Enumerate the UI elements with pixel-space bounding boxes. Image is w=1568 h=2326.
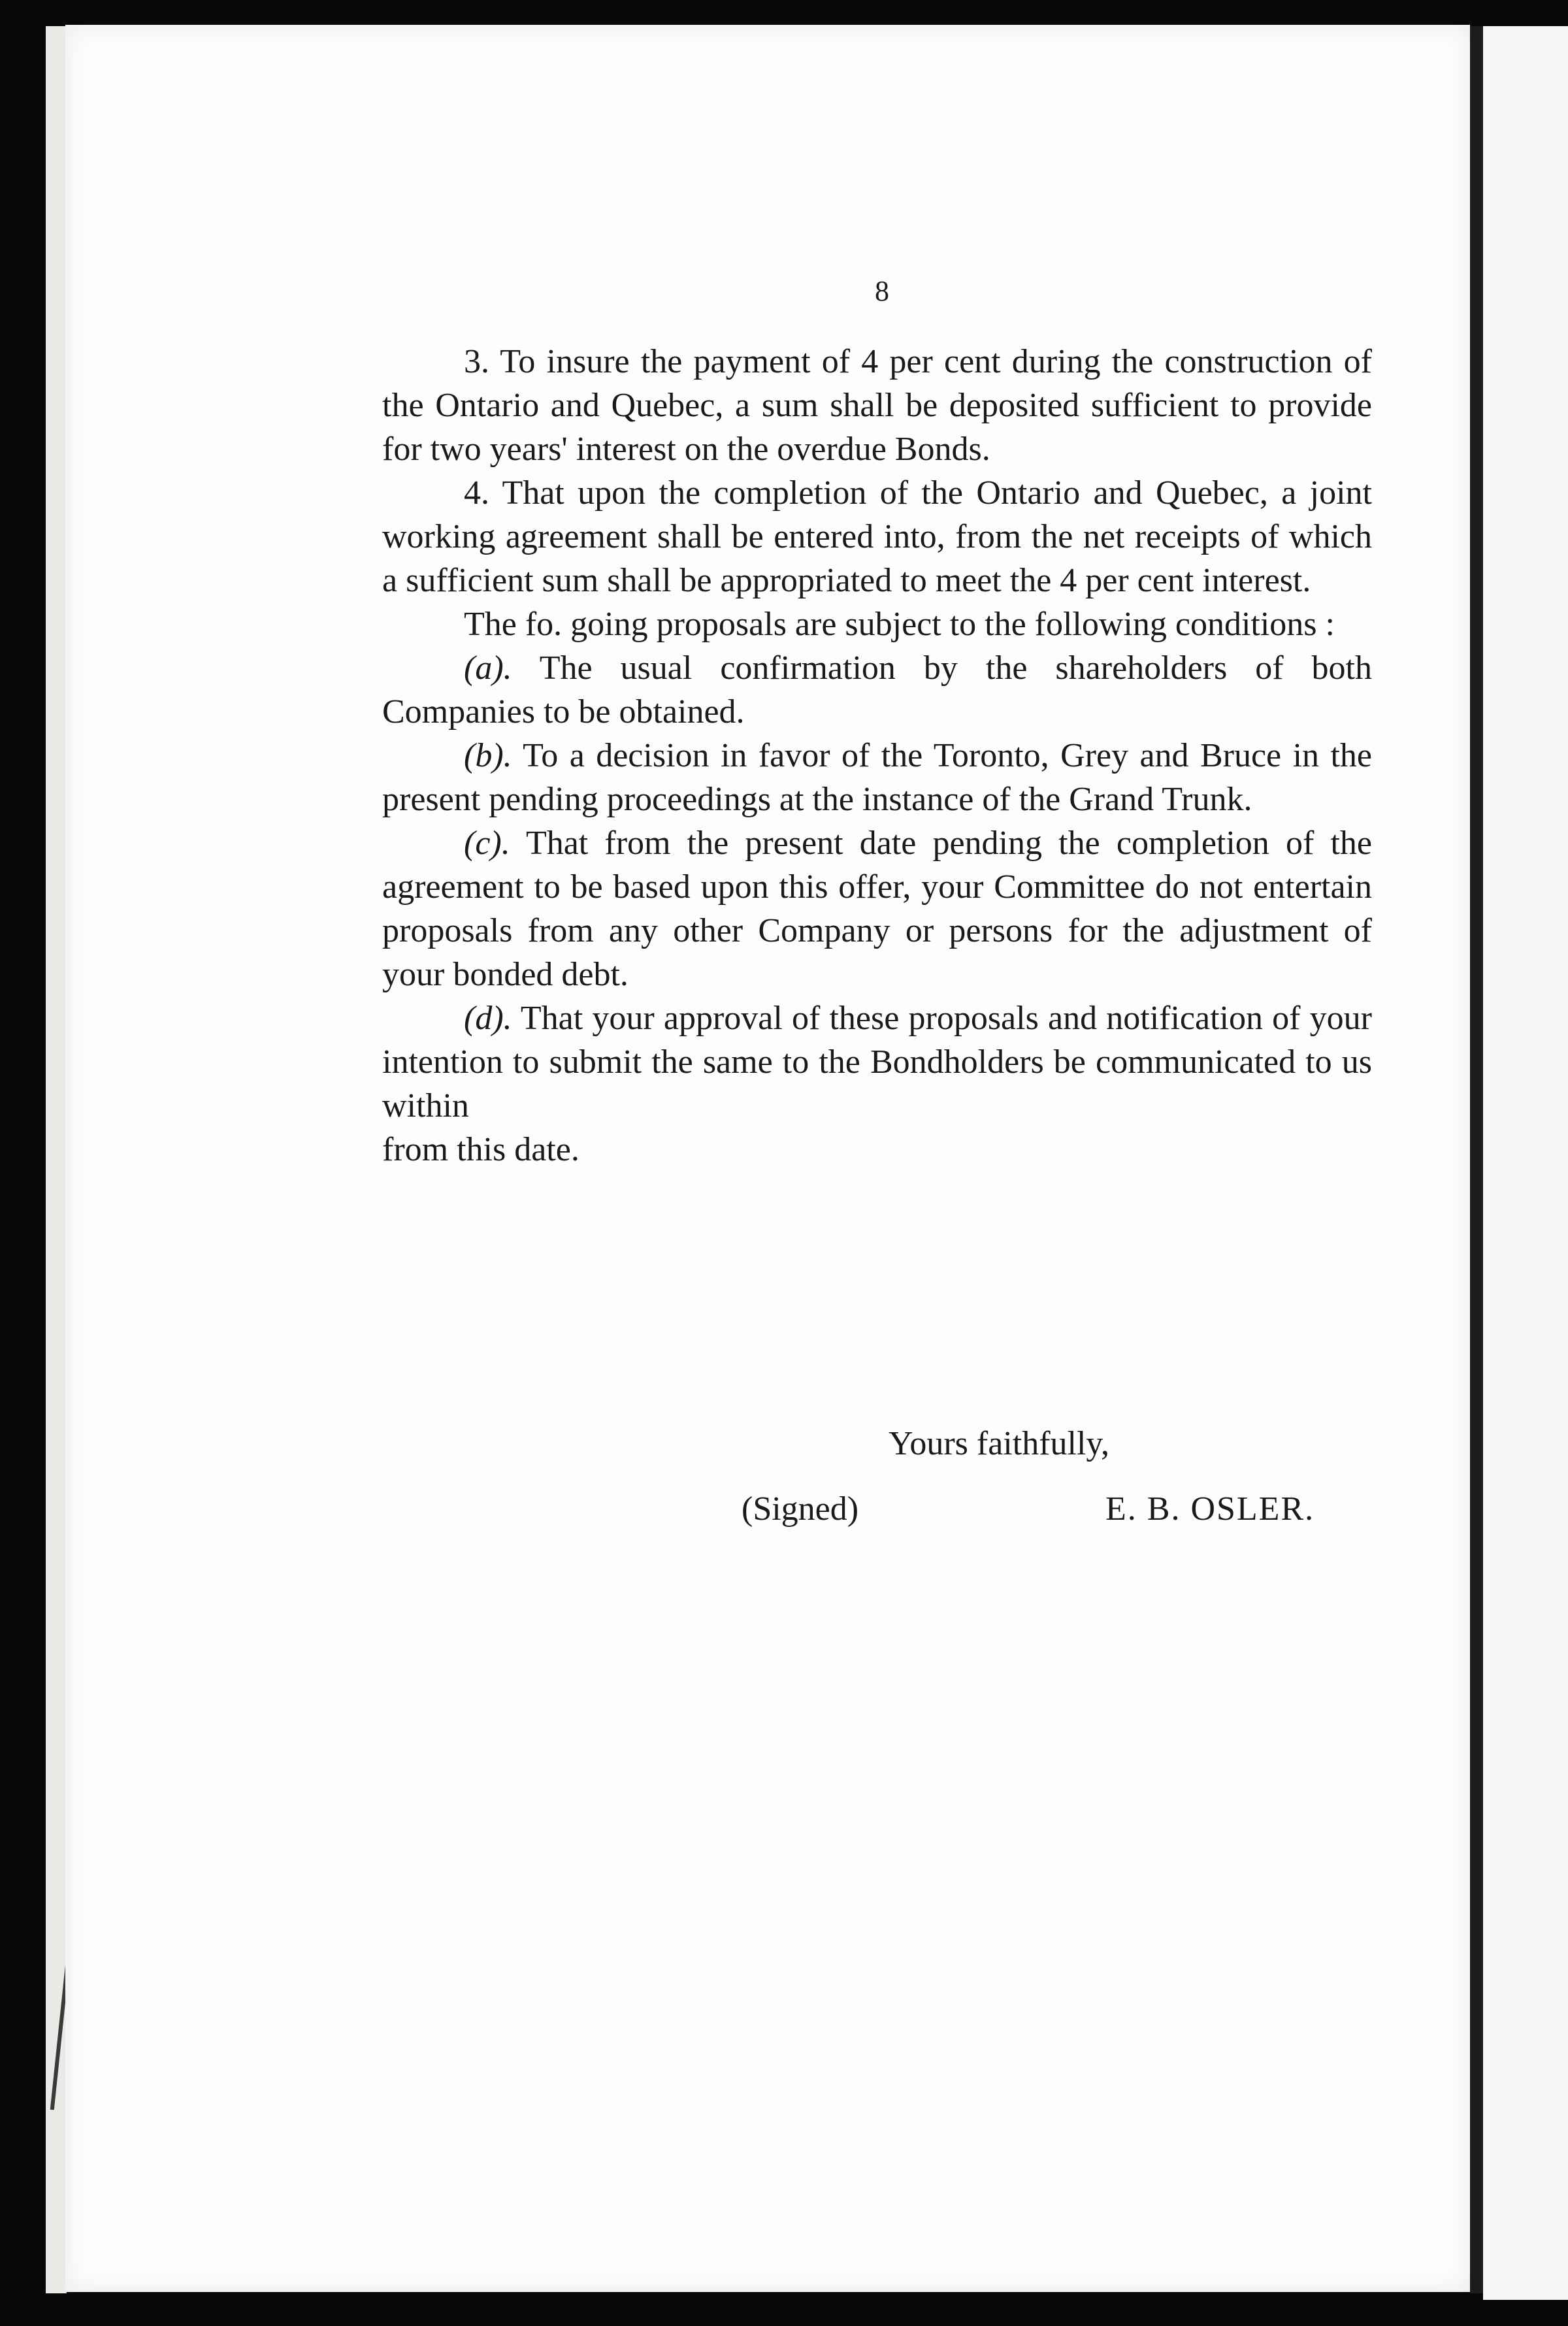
condition-b (382, 734, 1372, 821)
condition-c (382, 821, 1372, 996)
condition-b-label: (b). (464, 737, 512, 774)
valediction: Yours faithfully, (889, 1425, 1110, 1462)
page-right-shadow (1470, 26, 1483, 2293)
condition-c-label: (c). (464, 825, 510, 862)
condition-d-text: That your approval of these proposals and notification of your intention to submit the same to the Bondholders be communicated to us within (382, 1000, 1372, 1124)
signatory-name: E. B. OSLER. (1105, 1490, 1315, 1528)
condition-d-label: (d). (464, 1000, 512, 1037)
paragraph-3: 3. To insure the payment of 4 per cent during the construction of the Ontario and Quebec, a sum shall be deposited sufficient to provide for two years' interest on the overdue Bonds. (382, 343, 1372, 468)
signed-label: (Signed) (742, 1490, 859, 1528)
condition-a (382, 646, 1372, 734)
paragraph-4: 4. That upon the completion of the Ontario and Quebec, a joint working agreement shall be entered into, from the net receipts of which a sufficient sum shall be appropriated to meet the 4 per cent interest. (382, 474, 1372, 599)
condition-d (382, 996, 1372, 1128)
condition-a-label: (a). (464, 649, 512, 687)
page-binding-edge (46, 26, 67, 2293)
condition-c-text: That from the present date pending the completion of the agreement to be based upon this offer, your Committee do not entertain proposals from any other Company or persons for the adjustment of your bonded debt. (382, 825, 1372, 993)
from-this-date-line: from this date. (382, 1131, 580, 1168)
condition-b-text: To a decision in favor of the Toronto, Grey and Bruce in the present pending proceedings at the instance of the Grand Trunk. (382, 737, 1372, 818)
page-number: 8 (875, 275, 889, 307)
body-text (382, 340, 1372, 1171)
conditions-intro: The fo. going proposals are subject to the following conditions : (464, 606, 1335, 643)
adjacent-page (1483, 26, 1568, 2300)
condition-a-text: The usual confirmation by the shareholders of both Companies to be obtained. (382, 649, 1372, 730)
